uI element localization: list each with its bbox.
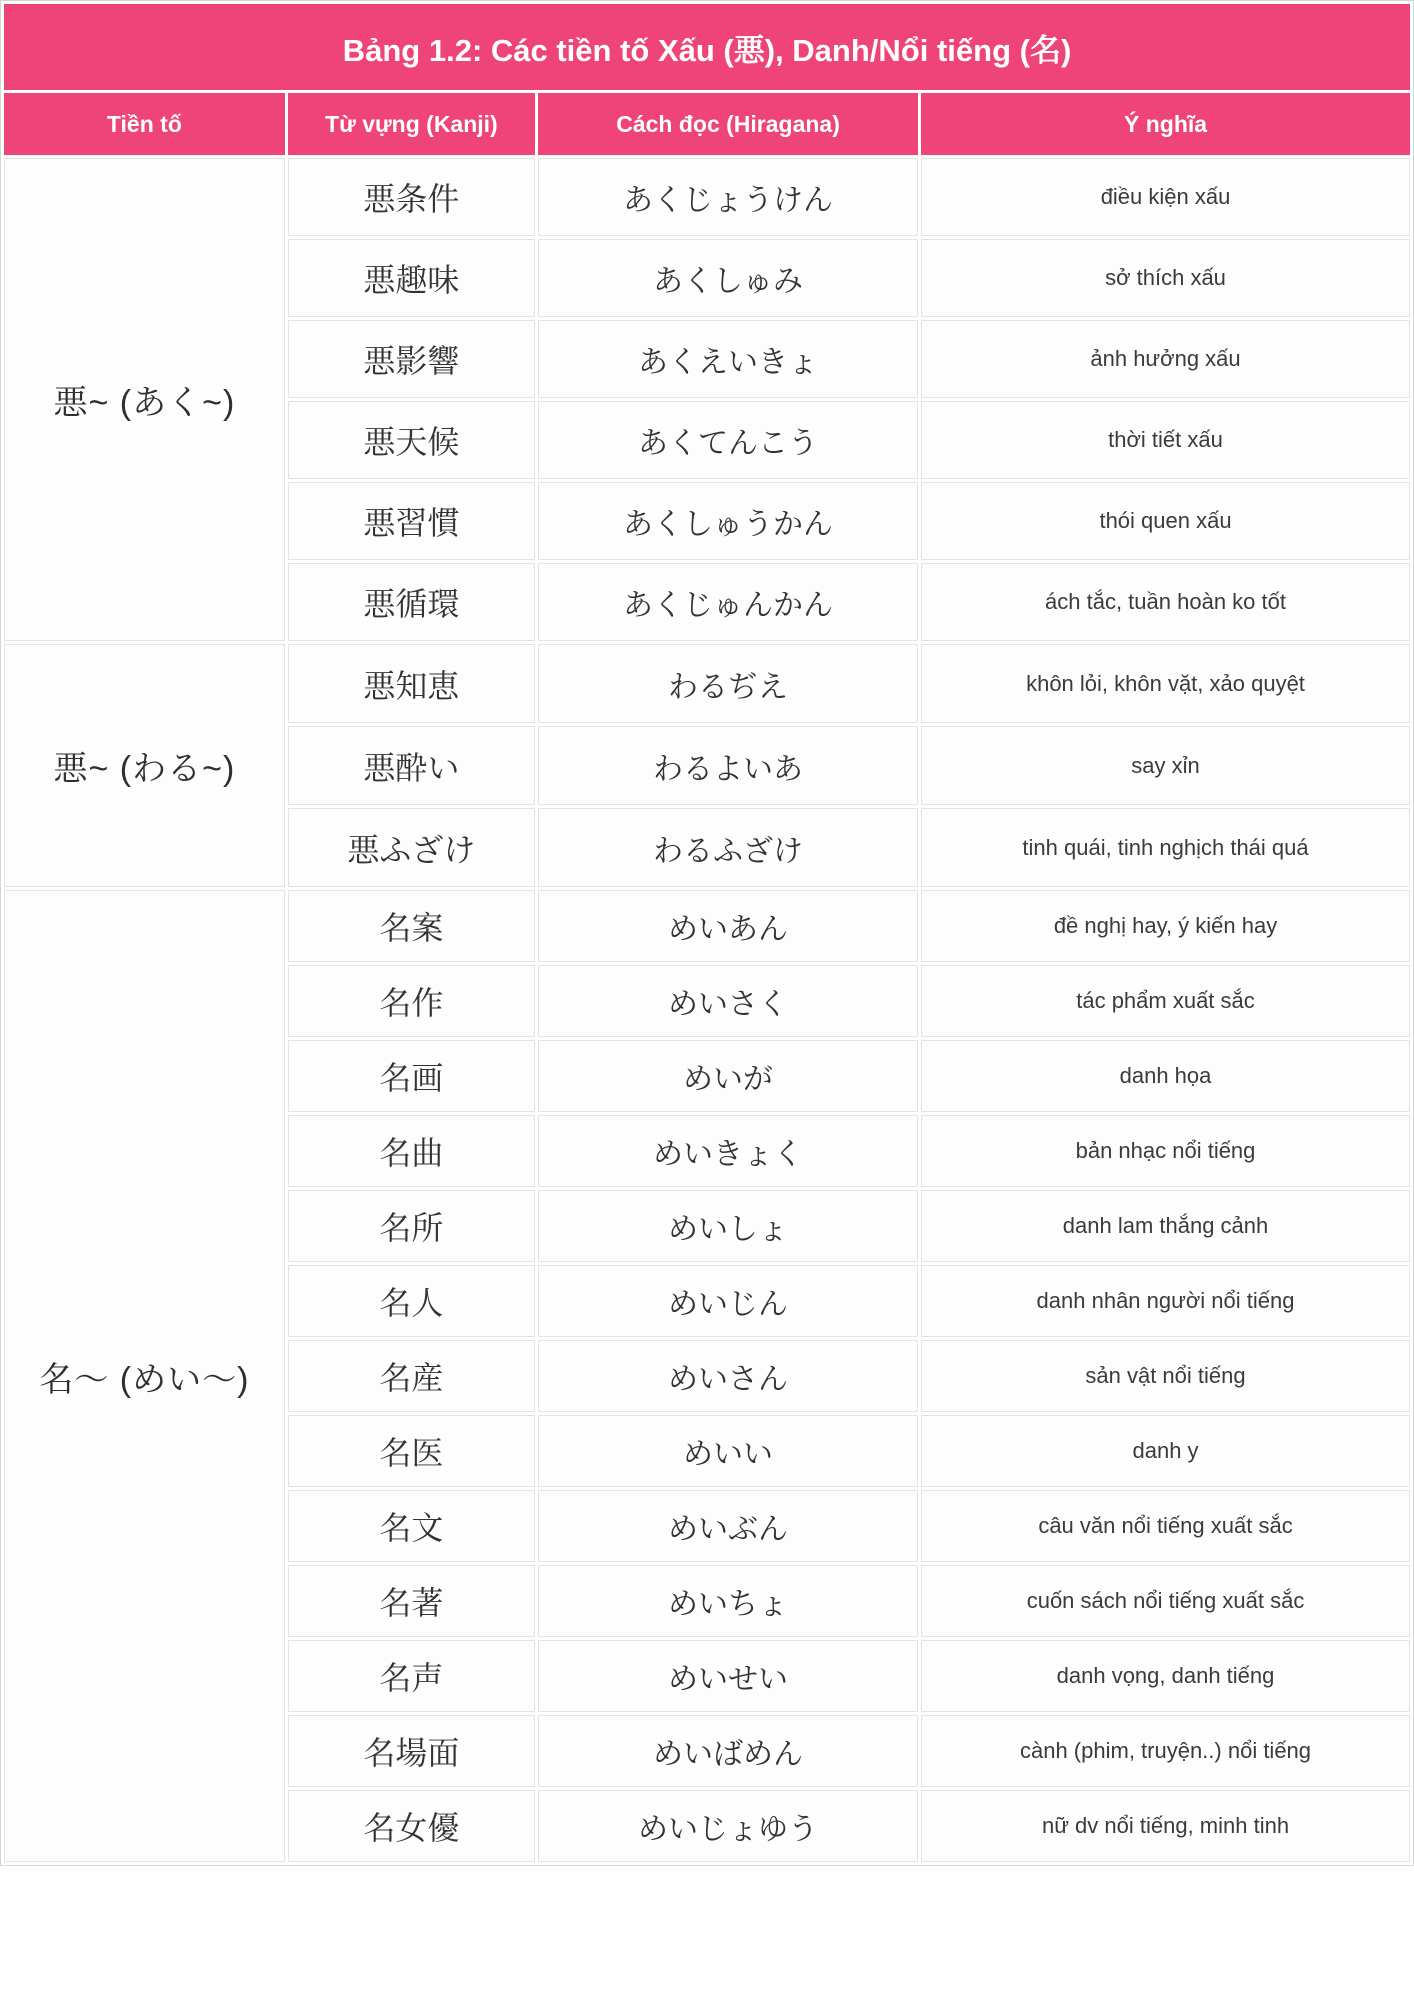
table-row: [4, 644, 1410, 723]
meaning-cell: nữ dv nổi tiếng, minh tinh: [921, 1790, 1410, 1862]
kanji-cell: 名人: [288, 1265, 535, 1337]
table-title: Bảng 1.2: Các tiền tố Xấu (悪), Danh/Nổi tiếng (名): [4, 4, 1410, 90]
kanji-cell: 悪影響: [288, 320, 535, 398]
meaning-cell: danh nhân người nổi tiếng: [921, 1265, 1410, 1337]
reading-cell: めいじょゆう: [538, 1790, 918, 1862]
kanji-cell: 悪習慣: [288, 482, 535, 560]
kanji-cell: 悪知恵: [288, 644, 535, 723]
kanji-cell: 悪ふざけ: [288, 808, 535, 887]
kanji-cell: 悪条件: [288, 158, 535, 236]
kanji-cell: 名所: [288, 1190, 535, 1262]
reading-cell: めいじん: [538, 1265, 918, 1337]
reading-cell: めいしょ: [538, 1190, 918, 1262]
reading-cell: めいせい: [538, 1640, 918, 1712]
reading-cell: めいあん: [538, 890, 918, 962]
meaning-cell: cuốn sách nổi tiếng xuất sắc: [921, 1565, 1410, 1637]
kanji-cell: 悪循環: [288, 563, 535, 641]
reading-cell: めいさん: [538, 1340, 918, 1412]
kanji-cell: 名著: [288, 1565, 535, 1637]
reading-cell: めいばめん: [538, 1715, 918, 1787]
meaning-cell: cành (phim, truyện..) nổi tiếng: [921, 1715, 1410, 1787]
reading-cell: めいい: [538, 1415, 918, 1487]
meaning-cell: say xỉn: [921, 726, 1410, 805]
meaning-cell: thói quen xấu: [921, 482, 1410, 560]
meaning-cell: khôn lỏi, khôn vặt, xảo quyệt: [921, 644, 1410, 723]
kanji-cell: 名場面: [288, 1715, 535, 1787]
reading-cell: わるふざけ: [538, 808, 918, 887]
column-header-kanji: Từ vựng (Kanji): [288, 93, 535, 155]
kanji-cell: 悪酔い: [288, 726, 535, 805]
column-header-prefix: Tiền tố: [4, 93, 285, 155]
prefix-group-cell: 悪~ (わる~): [4, 644, 285, 887]
kanji-cell: 名声: [288, 1640, 535, 1712]
meaning-cell: danh họa: [921, 1040, 1410, 1112]
reading-cell: あくじょうけん: [538, 158, 918, 236]
reading-cell: めいが: [538, 1040, 918, 1112]
meaning-cell: câu văn nổi tiếng xuất sắc: [921, 1490, 1410, 1562]
kanji-cell: 名医: [288, 1415, 535, 1487]
kanji-cell: 名曲: [288, 1115, 535, 1187]
meaning-cell: danh lam thắng cảnh: [921, 1190, 1410, 1262]
header-row: [4, 93, 1410, 155]
meaning-cell: thời tiết xấu: [921, 401, 1410, 479]
meaning-cell: ảnh hưởng xấu: [921, 320, 1410, 398]
kanji-cell: 名作: [288, 965, 535, 1037]
meaning-cell: sở thích xấu: [921, 239, 1410, 317]
meaning-cell: danh vọng, danh tiếng: [921, 1640, 1410, 1712]
column-header-reading: Cách đọc (Hiragana): [538, 93, 918, 155]
kanji-cell: 悪天候: [288, 401, 535, 479]
meaning-cell: danh y: [921, 1415, 1410, 1487]
reading-cell: あくしゅみ: [538, 239, 918, 317]
kanji-cell: 名文: [288, 1490, 535, 1562]
reading-cell: めいさく: [538, 965, 918, 1037]
reading-cell: めいぶん: [538, 1490, 918, 1562]
reading-cell: あくじゅんかん: [538, 563, 918, 641]
meaning-cell: sản vật nổi tiếng: [921, 1340, 1410, 1412]
kanji-cell: 名女優: [288, 1790, 535, 1862]
meaning-cell: điều kiện xấu: [921, 158, 1410, 236]
meaning-cell: đề nghị hay, ý kiến hay: [921, 890, 1410, 962]
table-body: [4, 158, 1410, 1862]
meaning-cell: tinh quái, tinh nghịch thái quá: [921, 808, 1410, 887]
kanji-cell: 名産: [288, 1340, 535, 1412]
table-row: [4, 890, 1410, 962]
reading-cell: わるよいあ: [538, 726, 918, 805]
kanji-cell: 名案: [288, 890, 535, 962]
reading-cell: あくてんこう: [538, 401, 918, 479]
meaning-cell: bản nhạc nổi tiếng: [921, 1115, 1410, 1187]
meaning-cell: tác phẩm xuất sắc: [921, 965, 1410, 1037]
prefix-group-cell: 名〜 (めい〜): [4, 890, 285, 1862]
reading-cell: あくえいきょ: [538, 320, 918, 398]
reading-cell: めいきょく: [538, 1115, 918, 1187]
meaning-cell: ách tắc, tuần hoàn ko tốt: [921, 563, 1410, 641]
kanji-cell: 悪趣味: [288, 239, 535, 317]
title-row: [4, 4, 1410, 90]
table-row: [4, 158, 1410, 236]
kanji-cell: 名画: [288, 1040, 535, 1112]
reading-cell: あくしゅうかん: [538, 482, 918, 560]
reading-cell: めいちょ: [538, 1565, 918, 1637]
reading-cell: わるぢえ: [538, 644, 918, 723]
column-header-meaning: Ý nghĩa: [921, 93, 1410, 155]
prefix-group-cell: 悪~ (あく~): [4, 158, 285, 641]
